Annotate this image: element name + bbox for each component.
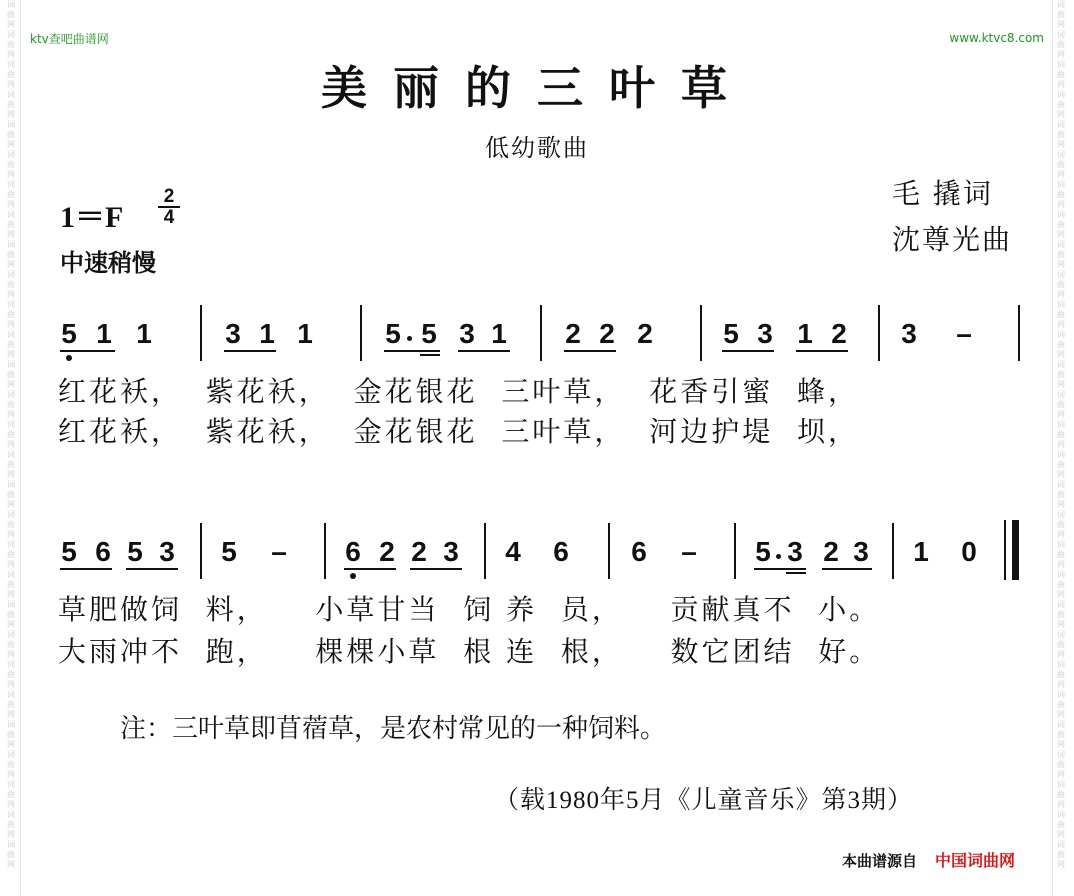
- lyrics-line2-verse2: 大雨冲不 跑， 棵棵小草 根 连 根， 数它团结 好。: [58, 635, 881, 668]
- beam: [420, 354, 440, 356]
- beam: [224, 350, 276, 352]
- note: 3: [159, 536, 175, 567]
- note: 5: [755, 536, 771, 567]
- beam: [796, 350, 848, 352]
- bar-line: [878, 305, 880, 361]
- beam: [384, 350, 440, 352]
- bar-line: [200, 523, 202, 579]
- footer-site-link[interactable]: 中国词曲网: [935, 851, 1016, 870]
- lower-octave-dot: [350, 573, 356, 579]
- final-bar-thick: [1012, 520, 1019, 580]
- note: 2: [823, 536, 839, 567]
- composer-credit: 沈尊光曲: [892, 223, 1013, 256]
- dash: –: [956, 318, 972, 349]
- beam: [410, 568, 462, 570]
- bar-line: [734, 523, 736, 579]
- note: 2: [565, 318, 581, 349]
- note: 1: [136, 318, 152, 349]
- note: 2: [831, 318, 847, 349]
- bar-line: [1018, 305, 1020, 361]
- bar-line: [700, 305, 702, 361]
- final-bar-thin: [1004, 520, 1006, 580]
- lyrics-line2-verse1: 草肥做饲 料， 小草甘当 饲 养 员， 贡献真不 小。: [58, 593, 881, 626]
- lyrics-line1-verse2: 红花袄， 紫花袄， 金花银花 三叶草， 河边护堤 坝，: [58, 415, 860, 448]
- bar-line: [360, 305, 362, 361]
- beam: [564, 350, 616, 352]
- right-watermark: 词曲网词曲网词曲网词曲网词曲网词曲网词曲网词曲网词曲网词曲网词曲网词曲网词曲网词曲网词曲网词曲网词曲网词曲网词曲网词曲网词曲网词曲网词曲网词曲网词曲网词曲网词曲网词曲网词曲网: [1057, 0, 1065, 869]
- beam: [60, 568, 112, 570]
- time-denominator: 4: [163, 207, 175, 228]
- time-signature: [158, 188, 180, 228]
- bar-line: [540, 305, 542, 361]
- note: 5: [723, 318, 739, 349]
- beam: [344, 568, 396, 570]
- note: 3: [757, 318, 773, 349]
- note: 2: [637, 318, 653, 349]
- note: 6: [95, 536, 111, 567]
- note: 1: [96, 318, 112, 349]
- note: 3: [787, 536, 803, 567]
- bar-line: [200, 305, 202, 361]
- bar-line: [324, 523, 326, 579]
- note: 3: [459, 318, 475, 349]
- beam: [60, 350, 115, 352]
- note: 6: [553, 536, 569, 567]
- beam: [722, 350, 774, 352]
- note: 5: [127, 536, 143, 567]
- note: 5: [385, 318, 401, 349]
- tempo-marking: 中速稍慢: [60, 249, 156, 277]
- dash: –: [271, 536, 287, 567]
- footer: [842, 848, 1015, 871]
- lyricist-credit: 毛 撬词: [892, 177, 993, 210]
- time-numerator: 2: [158, 188, 180, 208]
- bar-line: [608, 523, 610, 579]
- note: 5: [421, 318, 437, 349]
- song-subtitle: 低幼歌曲: [485, 134, 589, 162]
- bar-line: [484, 523, 486, 579]
- beam: [786, 572, 806, 574]
- note: 2: [599, 318, 615, 349]
- augmentation-dot: [776, 554, 781, 559]
- note: 1: [913, 536, 929, 567]
- key-signature: 1＝F: [60, 201, 124, 234]
- note: 6: [631, 536, 647, 567]
- dash: –: [681, 536, 697, 567]
- note: 3: [225, 318, 241, 349]
- left-watermark: 词曲网词曲网词曲网词曲网词曲网词曲网词曲网词曲网词曲网词曲网词曲网词曲网词曲网词曲网词曲网词曲网词曲网词曲网词曲网词曲网词曲网词曲网词曲网词曲网词曲网词曲网词曲网词曲网词曲网: [7, 0, 15, 869]
- note: 4: [505, 536, 521, 567]
- beam: [458, 350, 510, 352]
- note: 3: [901, 318, 917, 349]
- note: 1: [491, 318, 507, 349]
- note: 1: [259, 318, 275, 349]
- bar-line: [892, 523, 894, 579]
- note: 2: [411, 536, 427, 567]
- header-right-site[interactable]: www.ktvc8.com: [949, 31, 1044, 45]
- beam: [126, 568, 178, 570]
- note: 1: [797, 318, 813, 349]
- note: 2: [379, 536, 395, 567]
- note: 6: [345, 536, 361, 567]
- note: 3: [443, 536, 459, 567]
- header-left-site[interactable]: ktv查吧曲谱网: [30, 32, 109, 46]
- song-title: 美丽的三叶草: [321, 61, 753, 115]
- note: 0: [961, 536, 977, 567]
- publication-source: （载1980年5月《儿童音乐》第3期）: [494, 787, 914, 814]
- footnote: 注：三叶草即苜蓿草，是农村常见的一种饲料。: [120, 714, 667, 743]
- lyrics-line1-verse1: 红花袄， 紫花袄， 金花银花 三叶草， 花香引蜜 蜂，: [58, 375, 860, 408]
- beam: [754, 568, 806, 570]
- augmentation-dot: [407, 336, 412, 341]
- note: 3: [853, 536, 869, 567]
- footer-label: 本曲谱源自: [842, 852, 918, 870]
- beam: [822, 568, 872, 570]
- note: 5: [221, 536, 237, 567]
- note: 5: [61, 318, 77, 349]
- note: 5: [61, 536, 77, 567]
- lower-octave-dot: [66, 355, 72, 361]
- note: 1: [297, 318, 313, 349]
